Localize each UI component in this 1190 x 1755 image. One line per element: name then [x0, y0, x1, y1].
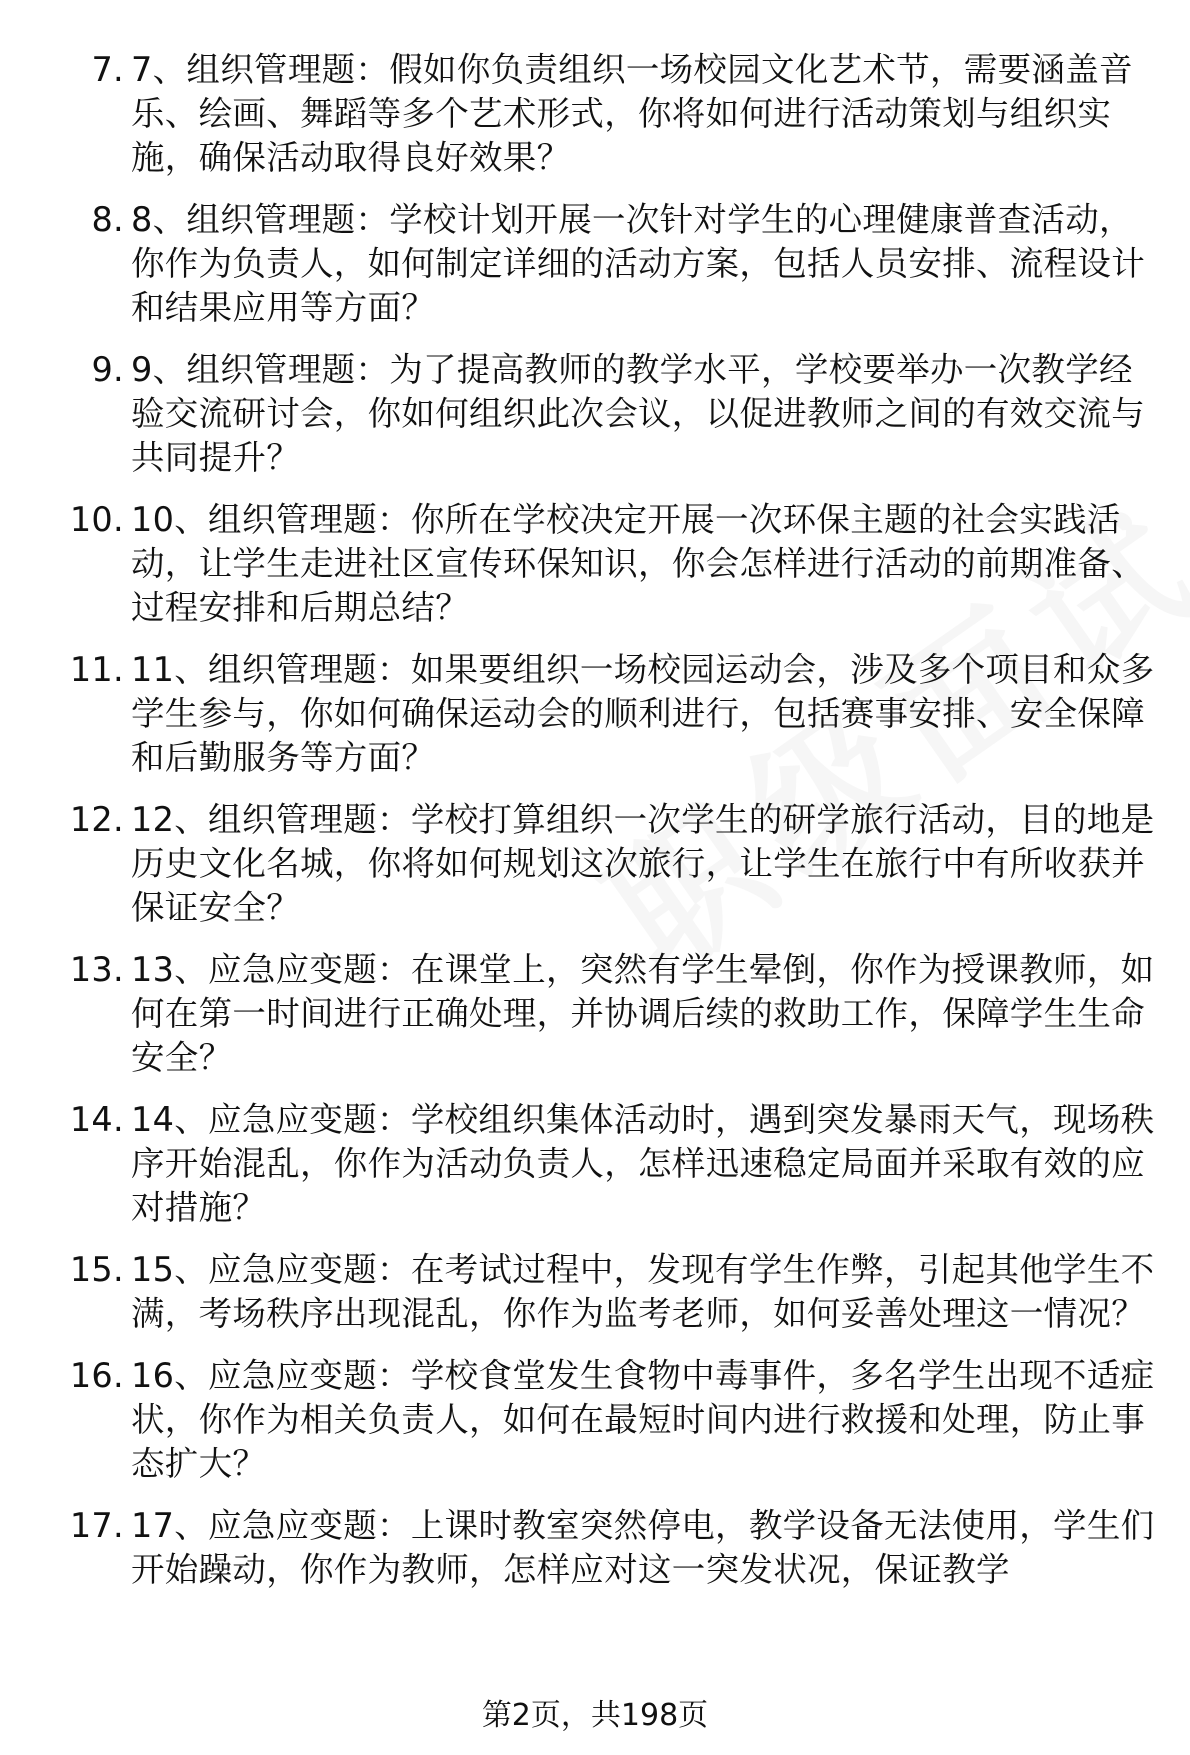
- list-item: [0, 48, 1190, 180]
- item-number: 17.: [69, 1506, 124, 1545]
- item-number: 13.: [69, 950, 124, 989]
- item-text: 13、应急应变题：在课堂上，突然有学生晕倒，你作为授课教师，如何在第一时间进行正确处理，并协调后续的救助工作，保障学生生命安全？: [131, 950, 1155, 1077]
- item-number: 15.: [69, 1250, 124, 1289]
- list-item: [0, 948, 1190, 1080]
- question-list: [0, 48, 1190, 1610]
- list-item: [0, 1248, 1190, 1336]
- item-number: 10.: [69, 500, 124, 539]
- item-number: 9.: [91, 350, 124, 389]
- item-number: 16.: [69, 1356, 124, 1395]
- list-item: [0, 1098, 1190, 1230]
- list-item: [0, 798, 1190, 930]
- item-number: 14.: [69, 1100, 124, 1139]
- item-number: 7.: [91, 50, 124, 89]
- list-item: [0, 1504, 1190, 1592]
- item-text: 8、组织管理题：学校计划开展一次针对学生的心理健康普查活动，你作为负责人，如何制定详细的活动方案，包括人员安排、流程设计和结果应用等方面？: [131, 200, 1145, 327]
- item-number: 8.: [91, 200, 124, 239]
- item-text: 11、组织管理题：如果要组织一场校园运动会，涉及多个项目和众多学生参与，你如何确保运动会的顺利进行，包括赛事安排、安全保障和后勤服务等方面？: [131, 650, 1155, 777]
- item-number: 12.: [69, 800, 124, 839]
- list-item: [0, 648, 1190, 780]
- item-text: 16、应急应变题：学校食堂发生食物中毒事件，多名学生出现不适症状，你作为相关负责人，如何在最短时间内进行救援和处理，防止事态扩大？: [131, 1356, 1155, 1483]
- list-item: [0, 1354, 1190, 1486]
- item-text: 9、组织管理题：为了提高教师的教学水平，学校要举办一次教学经验交流研讨会，你如何组织此次会议，以促进教师之间的有效交流与共同提升？: [131, 350, 1145, 477]
- list-item: [0, 498, 1190, 630]
- item-text: 10、组织管理题：你所在学校决定开展一次环保主题的社会实践活动，让学生走进社区宣传环保知识，你会怎样进行活动的前期准备、过程安排和后期总结？: [131, 500, 1145, 627]
- item-number: 11.: [69, 650, 124, 689]
- item-text: 7、组织管理题：假如你负责组织一场校园文化艺术节，需要涵盖音乐、绘画、舞蹈等多个艺术形式，你将如何进行活动策划与组织实施，确保活动取得良好效果？: [131, 50, 1133, 177]
- list-item: [0, 198, 1190, 330]
- item-text: 17、应急应变题：上课时教室突然停电，教学设备无法使用，学生们开始躁动，你作为教师，怎样应对这一突发状况，保证教学: [131, 1506, 1155, 1589]
- item-text: 15、应急应变题：在考试过程中，发现有学生作弊，引起其他学生不满，考场秩序出现混乱，你作为监考老师，如何妥善处理这一情况？: [131, 1250, 1155, 1333]
- item-text: 14、应急应变题：学校组织集体活动时，遇到突发暴雨天气，现场秩序开始混乱，你作为活动负责人，怎样迅速稳定局面并采取有效的应对措施？: [131, 1100, 1155, 1227]
- page-footer: 第2页，共198页: [481, 1698, 709, 1733]
- list-item: [0, 348, 1190, 480]
- item-text: 12、组织管理题：学校打算组织一次学生的研学旅行活动，目的地是历史文化名城，你将如何规划这次旅行，让学生在旅行中有所收获并保证安全？: [131, 800, 1155, 927]
